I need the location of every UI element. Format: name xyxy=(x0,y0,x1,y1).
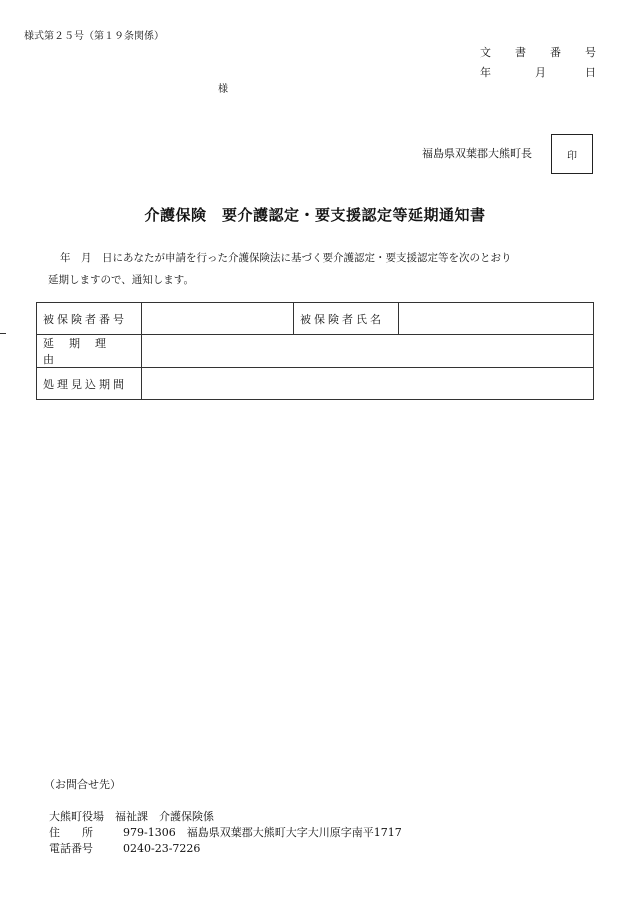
doc-number-char: 号 xyxy=(585,46,596,59)
phone-label: 電話番号 xyxy=(49,842,93,855)
address-label: 住 所 xyxy=(49,826,93,839)
period-field[interactable] xyxy=(142,368,594,400)
date-year: 年 xyxy=(480,66,491,79)
doc-number-char: 書 xyxy=(515,46,526,59)
notice-line-1-text: 年 月 日にあなたが申請を行った介護保険法に基づく要介護認定・要支援認定等を次のとおり xyxy=(60,252,512,264)
insured-name-field[interactable] xyxy=(399,303,594,335)
table-row xyxy=(37,303,594,335)
document-title: 介護保険 要介護認定・要支援認定等延期通知書 xyxy=(144,206,486,224)
date-month: 月 xyxy=(535,66,546,79)
period-label: 処理見込期間 xyxy=(37,368,142,400)
contact-address xyxy=(49,824,402,840)
phone-value: 0240-23-7226 xyxy=(123,842,201,855)
insured-number-label: 被保険者番号 xyxy=(37,303,142,335)
notice-line-1 xyxy=(48,247,568,269)
contact-phone xyxy=(49,840,200,856)
notice-body xyxy=(48,247,568,291)
insured-number-field[interactable] xyxy=(142,303,294,335)
date-day: 日 xyxy=(585,66,596,79)
reason-label: 延期理由 xyxy=(37,335,142,368)
address-value: 979-1306 福島県双葉郡大熊町大字大川原字南平1717 xyxy=(123,826,402,839)
notice-line-2: 延期しますので、通知します。 xyxy=(48,274,194,286)
doc-number-char: 番 xyxy=(550,46,561,59)
form-number: 様式第２５号（第１９条関係） xyxy=(24,31,164,42)
contact-heading: （お問合せ先） xyxy=(44,778,121,791)
seal-box xyxy=(551,134,593,174)
insured-name-label: 被保険者氏名 xyxy=(294,303,399,335)
contact-office: 大熊町役場 福祉課 介護保険係 xyxy=(49,810,214,823)
insured-info-table xyxy=(36,302,594,400)
addressee-suffix: 様 xyxy=(218,84,228,95)
table-row xyxy=(37,335,594,368)
doc-number-char: 文 xyxy=(480,46,491,59)
seal-label: 印 xyxy=(567,150,577,162)
issuer-name: 福島県双葉郡大熊町長 xyxy=(422,147,532,160)
table-row xyxy=(37,368,594,400)
margin-tick xyxy=(0,333,6,334)
reason-field[interactable] xyxy=(142,335,594,368)
